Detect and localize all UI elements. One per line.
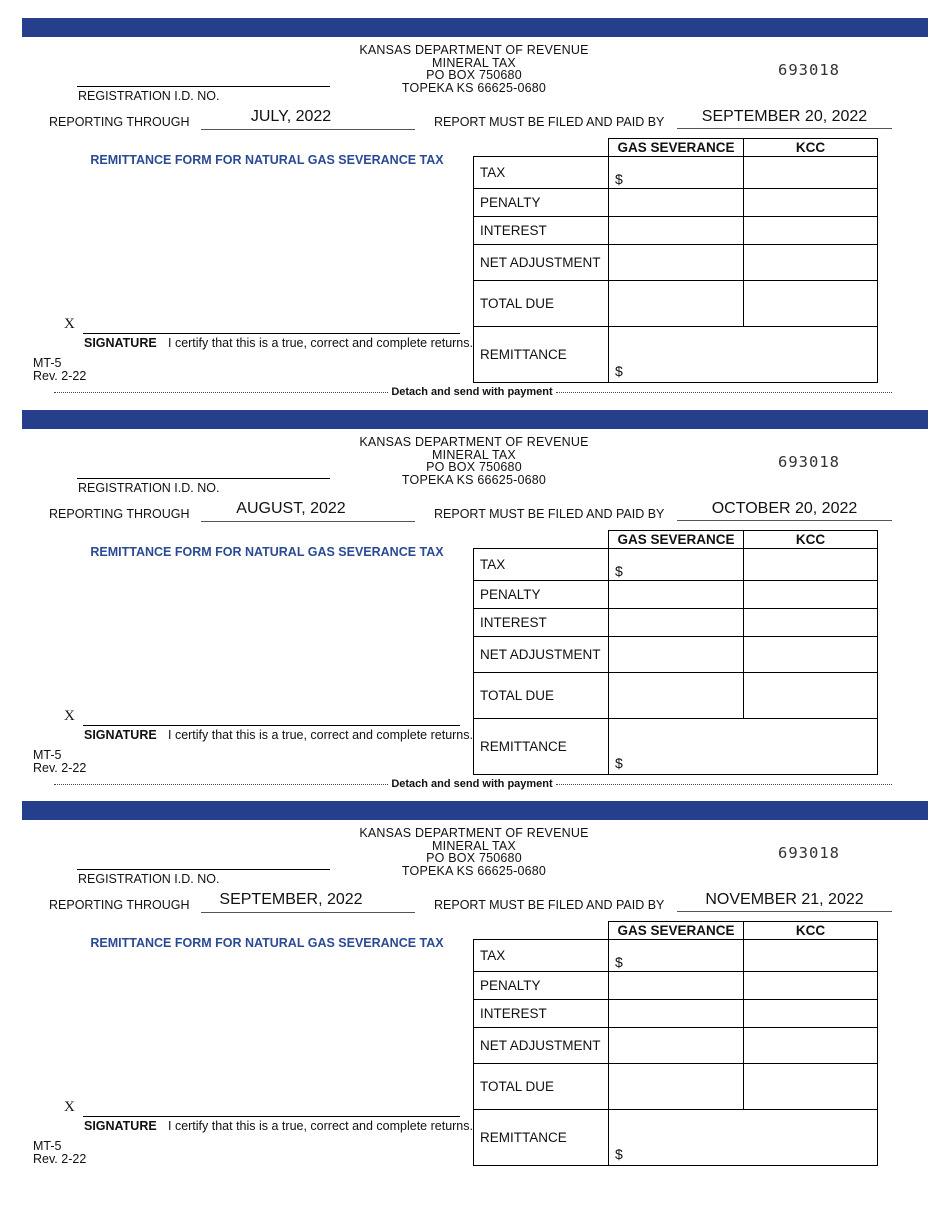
remittance-label: REMITTANCE (474, 327, 609, 383)
net-adjustment-label: NET ADJUSTMENT (474, 245, 609, 281)
agency-address (300, 44, 648, 94)
form-title: REMITTANCE FORM FOR NATURAL GAS SEVERANCE TAX (90, 545, 444, 559)
dollar-sign: $ (615, 363, 623, 379)
agency-division: MINERAL TAX (432, 55, 516, 70)
perforation-left (54, 784, 388, 785)
remittance-form-2 (0, 410, 950, 802)
registration-id-label: REGISTRATION I.D. NO. (78, 872, 220, 886)
filed-paid-by-label: REPORT MUST BE FILED AND PAID BY (434, 898, 665, 912)
net-adjustment-gas-field[interactable] (609, 245, 744, 281)
due-date-value: SEPTEMBER 20, 2022 (701, 108, 868, 125)
header-band (22, 410, 928, 429)
form-code (33, 357, 86, 382)
agency-division: MINERAL TAX (432, 838, 516, 853)
filed-paid-by-label: REPORT MUST BE FILED AND PAID BY (434, 507, 665, 521)
penalty-gas-field[interactable] (609, 972, 744, 1000)
agency-city: TOPEKA KS 66625-0680 (401, 472, 547, 487)
net-adjustment-kcc-field[interactable] (744, 1028, 878, 1064)
header-band (22, 18, 928, 37)
registration-id-label: REGISTRATION I.D. NO. (78, 481, 220, 495)
reporting-through-value: JULY, 2022 (250, 108, 332, 125)
remittance-field[interactable] (609, 719, 878, 775)
dollar-sign: $ (615, 1146, 623, 1162)
form-number: 693018 (778, 844, 840, 862)
tax-kcc-field[interactable] (744, 549, 878, 581)
penalty-label: PENALTY (474, 189, 609, 217)
signature-label: SIGNATURE (84, 728, 157, 742)
filed-paid-by-underline (677, 520, 892, 521)
remittance-label: REMITTANCE (474, 1110, 609, 1166)
reporting-through-label: REPORTING THROUGH (49, 115, 190, 129)
total-due-kcc-field[interactable] (744, 1064, 878, 1110)
form-revision: Rev. 2-22 (33, 368, 87, 383)
net-adjustment-gas-field[interactable] (609, 1028, 744, 1064)
dollar-sign: $ (615, 563, 623, 579)
reporting-through-value: AUGUST, 2022 (236, 500, 346, 517)
form-revision: Rev. 2-22 (33, 1151, 87, 1166)
certification-text: I certify that this is a true, correct and complete returns. (168, 728, 473, 742)
reporting-through-label: REPORTING THROUGH (49, 507, 190, 521)
interest-kcc-field[interactable] (744, 1000, 878, 1028)
total-due-label: TOTAL DUE (474, 1064, 609, 1110)
form-title: REMITTANCE FORM FOR NATURAL GAS SEVERANCE TAX (90, 936, 444, 950)
form-revision: Rev. 2-22 (33, 760, 87, 775)
agency-name: KANSAS DEPARTMENT OF REVENUE (359, 826, 589, 840)
reporting-through-value: SEPTEMBER, 2022 (219, 891, 363, 908)
interest-gas-field[interactable] (609, 217, 744, 245)
gas-severance-header: GAS SEVERANCE (609, 531, 744, 549)
interest-gas-field[interactable] (609, 1000, 744, 1028)
dollar-sign: $ (615, 954, 623, 970)
net-adjustment-label: NET ADJUSTMENT (474, 1028, 609, 1064)
total-due-gas-field[interactable] (609, 281, 744, 327)
perforation-right (556, 784, 892, 785)
interest-label: INTEREST (474, 609, 609, 637)
tax-label: TAX (474, 549, 609, 581)
penalty-kcc-field[interactable] (744, 189, 878, 217)
registration-id-field[interactable] (77, 869, 330, 870)
form-code (33, 1140, 86, 1165)
due-date-value: NOVEMBER 21, 2022 (705, 891, 864, 908)
gas-severance-header: GAS SEVERANCE (609, 922, 744, 940)
tax-gas-field[interactable] (609, 157, 744, 189)
penalty-gas-field[interactable] (609, 189, 744, 217)
form-title: REMITTANCE FORM FOR NATURAL GAS SEVERANCE TAX (90, 153, 444, 167)
registration-id-field[interactable] (77, 86, 330, 87)
total-due-label: TOTAL DUE (474, 281, 609, 327)
remittance-field[interactable] (609, 327, 878, 383)
form-code-number: MT-5 (33, 356, 62, 370)
detach-text: Detach and send with payment (391, 386, 553, 398)
registration-id-label: REGISTRATION I.D. NO. (78, 89, 220, 103)
detach-line (54, 778, 892, 790)
due-date-value: OCTOBER 20, 2022 (711, 500, 858, 517)
total-due-label: TOTAL DUE (474, 673, 609, 719)
net-adjustment-kcc-field[interactable] (744, 637, 878, 673)
filed-paid-by-underline (677, 128, 892, 129)
form-code (33, 749, 86, 774)
penalty-kcc-field[interactable] (744, 581, 878, 609)
tax-label: TAX (474, 157, 609, 189)
agency-po-box: PO BOX 750680 (426, 851, 522, 865)
tax-gas-field[interactable] (609, 549, 744, 581)
certification-text: I certify that this is a true, correct and complete returns. (168, 1119, 473, 1133)
agency-city: TOPEKA KS 66625-0680 (401, 863, 547, 878)
signature-field[interactable] (83, 333, 460, 334)
form-number: 693018 (778, 61, 840, 79)
interest-kcc-field[interactable] (744, 609, 878, 637)
agency-po-box: PO BOX 750680 (426, 460, 522, 474)
tax-table (473, 530, 878, 775)
detach-line (54, 386, 892, 398)
tax-kcc-field[interactable] (744, 940, 878, 972)
form-code-number: MT-5 (33, 1139, 62, 1153)
signature-x-mark: X (64, 1099, 75, 1115)
tax-gas-field[interactable] (609, 940, 744, 972)
total-due-kcc-field[interactable] (744, 673, 878, 719)
penalty-label: PENALTY (474, 581, 609, 609)
detach-text: Detach and send with payment (391, 778, 553, 790)
net-adjustment-gas-field[interactable] (609, 637, 744, 673)
agency-name: KANSAS DEPARTMENT OF REVENUE (359, 43, 589, 57)
form-code-number: MT-5 (33, 748, 62, 762)
remittance-form-1 (0, 18, 950, 410)
interest-label: INTEREST (474, 217, 609, 245)
gas-severance-header: GAS SEVERANCE (609, 139, 744, 157)
reporting-through-label: REPORTING THROUGH (49, 898, 190, 912)
filed-paid-by-underline (677, 911, 892, 912)
dollar-sign: $ (615, 171, 623, 187)
total-due-kcc-field[interactable] (744, 281, 878, 327)
tax-table (473, 921, 878, 1166)
penalty-gas-field[interactable] (609, 581, 744, 609)
agency-name: KANSAS DEPARTMENT OF REVENUE (359, 435, 589, 449)
perforation-right (556, 392, 892, 393)
signature-x-mark: X (64, 316, 75, 332)
interest-kcc-field[interactable] (744, 217, 878, 245)
registration-id-field[interactable] (77, 478, 330, 479)
kcc-header: KCC (744, 531, 878, 549)
header-band (22, 801, 928, 820)
tax-label: TAX (474, 940, 609, 972)
penalty-label: PENALTY (474, 972, 609, 1000)
agency-address (300, 827, 648, 877)
remittance-field[interactable] (609, 1110, 878, 1166)
signature-field[interactable] (83, 725, 460, 726)
interest-label: INTEREST (474, 1000, 609, 1028)
reporting-through-underline (201, 521, 415, 522)
penalty-kcc-field[interactable] (744, 972, 878, 1000)
agency-division: MINERAL TAX (432, 447, 516, 462)
total-due-gas-field[interactable] (609, 673, 744, 719)
interest-gas-field[interactable] (609, 609, 744, 637)
remittance-form-3 (0, 801, 950, 1193)
perforation-left (54, 392, 388, 393)
reporting-through-underline (201, 129, 415, 130)
dollar-sign: $ (615, 755, 623, 771)
signature-x-mark: X (64, 708, 75, 724)
reporting-through-underline (201, 912, 415, 913)
signature-label: SIGNATURE (84, 336, 157, 350)
net-adjustment-kcc-field[interactable] (744, 245, 878, 281)
signature-field[interactable] (83, 1116, 460, 1117)
signature-label: SIGNATURE (84, 1119, 157, 1133)
remittance-label: REMITTANCE (474, 719, 609, 775)
kcc-header: KCC (744, 922, 878, 940)
agency-city: TOPEKA KS 66625-0680 (401, 80, 547, 95)
filed-paid-by-label: REPORT MUST BE FILED AND PAID BY (434, 115, 665, 129)
agency-address (300, 436, 648, 486)
kcc-header: KCC (744, 139, 878, 157)
net-adjustment-label: NET ADJUSTMENT (474, 637, 609, 673)
tax-table (473, 138, 878, 383)
agency-po-box: PO BOX 750680 (426, 68, 522, 82)
form-number: 693018 (778, 453, 840, 471)
total-due-gas-field[interactable] (609, 1064, 744, 1110)
tax-kcc-field[interactable] (744, 157, 878, 189)
certification-text: I certify that this is a true, correct and complete returns. (168, 336, 473, 350)
